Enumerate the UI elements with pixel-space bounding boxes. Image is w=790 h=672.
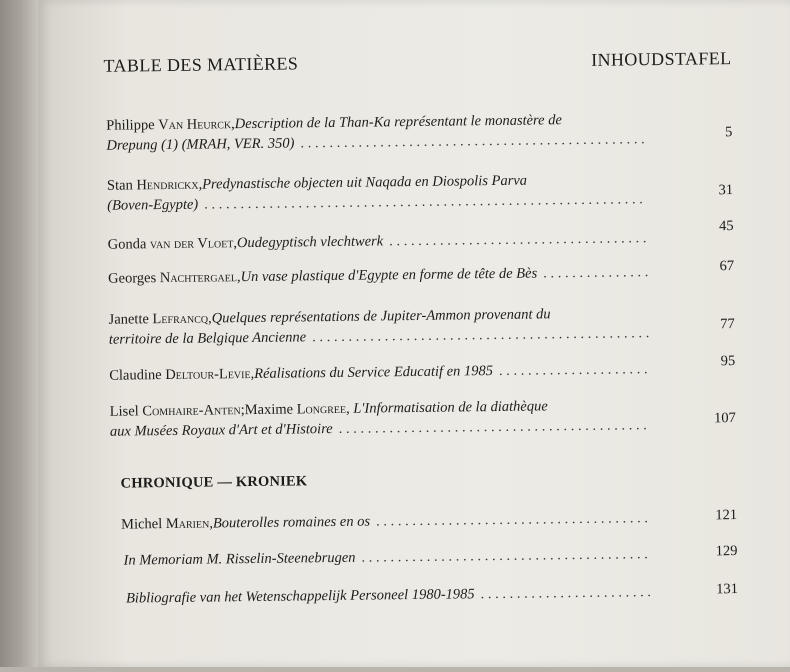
- author-first: Stan: [106, 177, 133, 194]
- dot-leader: [376, 508, 651, 531]
- section-heading-chronique: CHRONIQUE — KRONIEK: [120, 473, 308, 492]
- entry-title: L'Informatisation de la diathèque: [353, 398, 548, 417]
- dot-leader: [300, 129, 646, 153]
- separator: ,: [207, 310, 212, 327]
- dot-leader: [361, 544, 651, 568]
- entry-title-cont: territoire de la Belgique Ancienne: [108, 329, 307, 348]
- page-number: 31: [718, 182, 734, 199]
- separator: ,: [231, 116, 235, 133]
- author-last: Deltour-Levie: [165, 366, 251, 384]
- author-first: Janette: [108, 311, 149, 328]
- author-last: Nachtergael: [159, 269, 238, 287]
- page-number: 67: [719, 258, 735, 275]
- author-first: Philippe: [106, 117, 155, 134]
- toc-entry: [123, 544, 651, 570]
- dot-leader: [389, 228, 648, 251]
- author-first: Gonda: [107, 236, 147, 253]
- page-content: [35, 0, 790, 672]
- page-number: 121: [715, 507, 738, 524]
- book-page: [38, 0, 790, 667]
- toc-entry: [109, 359, 649, 386]
- entry-title: Oudegyptisch vlechtwerk: [236, 233, 384, 252]
- entry-title-cont: (Boven-Egypte): [107, 196, 199, 214]
- page-number: 77: [720, 316, 735, 333]
- book-spine-shadow: [0, 0, 38, 667]
- toc-entry: [107, 169, 647, 216]
- separator: ,: [236, 269, 241, 286]
- author-first: Michel: [121, 516, 163, 533]
- entry-title: Predynastische objecten uit Naqada en Diospolis Parva: [202, 172, 528, 193]
- header-french: TABLE DES MATIÈRES: [103, 53, 299, 76]
- entry-title: Un vase plastique d'Egypte en forme de tête de Bès: [240, 265, 538, 286]
- toc-entry: [108, 262, 648, 289]
- author2-first: Maxime: [244, 401, 294, 419]
- author-last: Lefrancq: [152, 310, 209, 328]
- separator: ,: [233, 235, 238, 252]
- entry-title-cont: Drepung (1) (MRAH, VER. 350): [106, 135, 295, 154]
- dot-leader: [204, 189, 647, 214]
- author-first: Claudine: [109, 367, 162, 384]
- author-last: Van Heurck: [158, 116, 232, 134]
- toc-entry: [109, 303, 649, 350]
- separator: ,: [209, 515, 213, 532]
- author2-last: Longree: [296, 400, 347, 418]
- entry-title: Description de la Than-Ka représentant le monastère de: [234, 112, 562, 133]
- toc-entry: [108, 228, 648, 255]
- page-number: 5: [725, 124, 733, 141]
- toc-entry: Lisel Comhaire-Anten ; Maxime Longree , L'Informatisation de la diathèque aux Musées Royaux d'Art et d'Histoire . . .: [110, 395, 650, 442]
- separator: ;: [240, 402, 245, 419]
- dot-leader: [312, 323, 649, 347]
- author-last: Comhaire-Anten: [142, 402, 241, 420]
- author-first: Georges: [108, 270, 157, 287]
- dot-leader: [543, 262, 648, 283]
- toc-entry: [121, 508, 651, 534]
- header-dutch: INHOUDSTAFEL: [591, 48, 732, 70]
- dot-leader: [480, 582, 652, 604]
- entry-title: Bouterolles romaines en os: [212, 513, 371, 532]
- page-number: 95: [720, 353, 736, 370]
- dot-leader: [339, 415, 651, 439]
- entry-title: Bibliografie van het Wetenschappelijk Personeel 1980-1985: [125, 586, 475, 607]
- entry-title: Réalisations du Service Educatif en 1985: [254, 363, 494, 382]
- entry-title: In Memoriam M. Risselin-Steenebrugen: [123, 549, 356, 569]
- page-number: 107: [714, 410, 736, 427]
- author-first: Lisel: [109, 403, 139, 420]
- dot-leader: [499, 359, 650, 381]
- author-last: Marien: [165, 515, 210, 533]
- separator: ,: [250, 365, 255, 383]
- separator: ,: [198, 176, 203, 193]
- page-number: 129: [715, 543, 738, 560]
- entry-title-cont: aux Musées Royaux d'Art et d'Histoire: [109, 421, 333, 440]
- author-last: van der Vloet: [149, 235, 234, 253]
- page-number: 131: [716, 581, 739, 598]
- entry-title: Quelques représentations de Jupiter-Ammon provenant du: [211, 306, 551, 327]
- page-number: 45: [718, 218, 734, 235]
- author-last: Hendrickx: [136, 176, 199, 194]
- toc-entry: [106, 109, 646, 156]
- toc-entry: [126, 582, 652, 608]
